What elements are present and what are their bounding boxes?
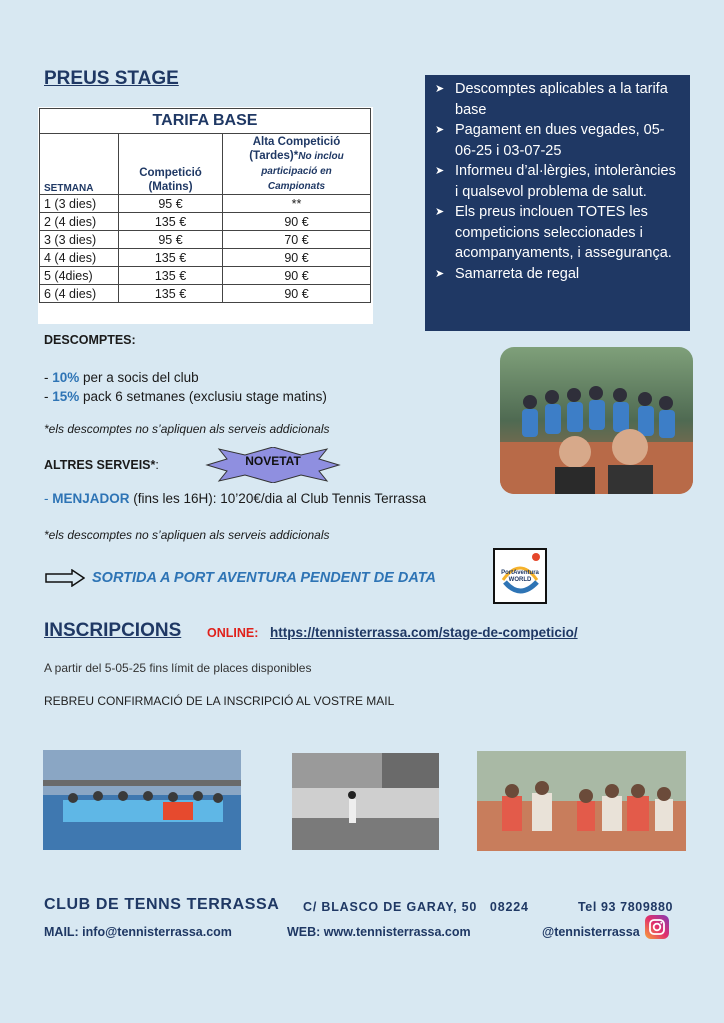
club-address: C/ BLASCO DE GARAY, 50 08224 [303,900,529,914]
online-label: ONLINE: [207,626,259,640]
discount-prefix: - [44,370,53,385]
club-name: CLUB DE TENNS TERRASSA [44,896,280,913]
row-competicio-price: 135 € [119,285,223,303]
registration-link[interactable]: https://tennisterrassa.com/stage-de-competicio/ [270,625,578,640]
menjador-text: (fins les 16H): 10’20€/dia al Club Tennis Terrassa [129,491,427,506]
discount-text: pack 6 setmanes (exclusiu stage matins) [79,389,327,404]
team-photo-court [43,750,241,850]
row-alta-price: 90 € [223,249,371,267]
row-week: 5 (4dies) [40,267,119,285]
row-alta-price: 90 € [223,267,371,285]
row-week: 3 (3 dies) [40,231,119,249]
menjador-line [44,491,426,506]
row-competicio-price: 135 € [119,267,223,285]
header-alta-line1: Alta Competició [252,136,341,148]
services-title-colon: : [155,458,159,472]
novetat-label: NOVETAT [245,454,301,468]
table-row [40,195,371,213]
row-alta-price: 90 € [223,213,371,231]
arrowhead-icon: ➤ [435,124,445,136]
discount-percent: 10% [52,370,80,385]
info-item [435,161,676,202]
portaventura-wordmark [495,570,545,584]
info-item-text: Descomptes aplicables a la tarifa base [455,81,668,118]
arrowhead-icon: ➤ [435,83,445,95]
info-item [435,264,676,285]
inscripcions-title: INSCRIPCIONS [44,620,182,641]
info-item-text: Els preus inclouen TOTES les competicions seleccionades i acompanyaments, i assegurança. [455,204,672,261]
discount-item [44,368,327,387]
header-alta-note-a: No inclou [298,151,344,162]
page-title: PREUS STAGE [44,68,179,89]
row-competicio-price: 135 € [119,213,223,231]
arrowhead-icon: ➤ [435,267,445,280]
table-row [40,285,371,303]
info-list [435,79,676,284]
row-alta-price: ** [223,195,371,213]
instagram-handle[interactable]: @tennisterrassa [542,925,640,939]
table-row [40,267,371,285]
portaventura-wordmark-line2: WORLD [508,577,532,583]
info-box [425,75,690,331]
sortida-text: SORTIDA A PORT AVENTURA PENDENT DE DATA [92,570,436,586]
arrowhead-icon: ➤ [435,206,445,218]
header-alta-note-c: Campionats [267,181,326,192]
row-alta-price: 90 € [223,285,371,303]
info-item [435,202,676,264]
header-alta-competicio [223,134,371,195]
player-serving-photo [292,753,439,850]
menjador-prefix: - [44,491,53,506]
header-competicio [119,134,223,195]
discount-list [44,368,327,406]
info-item-text: Pagament en dues vegades, 05-06-25 i 03-07-25 [455,122,665,159]
discount-prefix: - [44,389,53,404]
discounts-title: DESCOMPTES: [44,333,136,347]
portaventura-logo [493,548,547,604]
table-row [40,249,371,267]
discount-text: per a socis del club [79,370,199,385]
info-item [435,120,676,161]
services-note: *els descomptes no s’apliquen als serveis addicionals [44,528,330,542]
novetat-badge [203,447,343,483]
table-title: TARIFA BASE [40,109,371,134]
services-title-text: ALTRES SERVEIS* [44,458,156,472]
header-alta-line2: (Tardes)* [249,150,299,162]
discount-percent: 15% [52,389,80,404]
group-photo-tennis-court [500,347,693,494]
info-item [435,79,676,120]
row-week: 1 (3 dies) [40,195,119,213]
services-title [44,458,159,472]
header-competicio-line2: (Matins) [148,181,193,193]
header-competicio-line1: Competició [139,167,202,179]
portaventura-wordmark-line1: PortAventura [501,570,539,576]
row-week: 6 (4 dies) [40,285,119,303]
header-setmana: SETMANA [40,134,119,195]
info-item-text: Samarreta de regal [455,265,580,282]
instagram-icon[interactable] [645,915,669,939]
club-website[interactable]: WEB: www.tennisterrassa.com [287,925,471,939]
header-alta-note-b: participació en [261,166,332,177]
table-row [40,213,371,231]
registration-period: A partir del 5-05-25 fins límit de places disponibles [44,661,312,675]
row-competicio-price: 135 € [119,249,223,267]
club-phone: Tel 93 7809880 [578,900,674,914]
table-row [40,231,371,249]
discount-item [44,387,327,406]
row-alta-price: 70 € [223,231,371,249]
row-week: 2 (4 dies) [40,213,119,231]
info-item-text: Informeu d’al·lèrgies, intoleràncies i qualsevol problema de salut. [455,163,676,200]
menjador-label: MENJADOR [52,491,130,506]
row-competicio-price: 95 € [119,195,223,213]
discount-note: *els descomptes no s’apliquen als serveis addicionals [44,422,330,436]
price-table [39,108,371,303]
row-competicio-price: 95 € [119,231,223,249]
group-huddle-photo [477,751,686,851]
row-week: 4 (4 dies) [40,249,119,267]
arrowhead-icon: ➤ [435,165,445,177]
right-arrow-icon [45,569,85,587]
confirmation-note: REBREU CONFIRMACIÓ DE LA INSCRIPCIÓ AL VOSTRE MAIL [44,694,395,708]
club-email[interactable]: MAIL: info@tennisterrassa.com [44,925,232,939]
price-table-container [38,107,373,324]
